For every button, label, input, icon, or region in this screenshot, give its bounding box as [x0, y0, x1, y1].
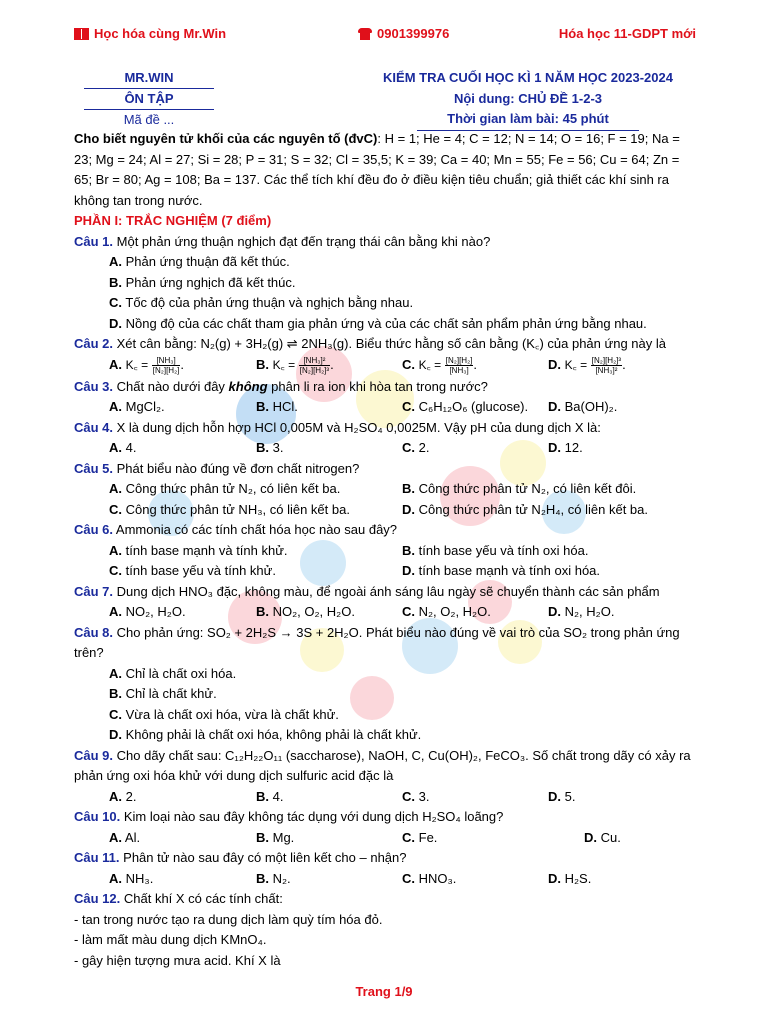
- question-12: Câu 12. Chất khí X có các tính chất:: [74, 891, 283, 906]
- q2-option-a: A. K꜀ = $\frac{\text{[NH₃]}}{\text{[N₂][H₂]}}$ .: [109, 355, 185, 375]
- header-phone: [358, 26, 449, 41]
- q4-option-c: C. 2.: [402, 440, 430, 455]
- page-header: [74, 26, 696, 44]
- q4-options: [74, 438, 696, 459]
- q1-option-a: A. Phản ứng thuận đã kết thúc.: [109, 254, 290, 269]
- question-7: Câu 7. Dung dịch HNO₃ đặc, không màu, để ngoài ánh sáng lâu ngày sẽ chuyển thành các sản phẩm: [74, 583, 660, 599]
- q6-option-b: B. tính base yếu và tính oxi hóa.: [402, 542, 589, 558]
- exam-time: Thời gian làm bài: 45 phút: [417, 109, 639, 131]
- q6-option-d: D. tính base mạnh và tính oxi hóa.: [402, 563, 601, 578]
- q6-options-row1: [74, 541, 696, 562]
- q1-option-d: D. Nồng độ của các chất tham gia phản ứng và của các chất sản phẩm phản ứng bằng nhau.: [109, 315, 647, 331]
- q3-option-b: B. HCl.: [256, 399, 298, 414]
- q5-options-row1: [74, 479, 696, 500]
- exam-code: Mã đề ...: [123, 112, 175, 127]
- q5-option-c: C. Công thức phân tử NH₃, có liên kết ba.: [109, 501, 350, 517]
- q3-options: [74, 397, 696, 418]
- intro-paragraph: [74, 129, 696, 211]
- q11-option-c: C. HNO₃.: [402, 870, 457, 886]
- header-left: [74, 26, 226, 41]
- q10-option-a: A. Al.: [109, 829, 141, 845]
- q8-option-d: D. Không phải là chất oxi hóa, không phải là chất khử.: [109, 727, 422, 742]
- q10-option-c: C. Fe.: [402, 829, 438, 845]
- q7-option-b: B. NO₂, O₂, H₂O.: [256, 604, 355, 619]
- q3-option-d: D. Ba(OH)₂.: [548, 399, 618, 414]
- q5-option-a: A. Công thức phân tử N₂, có liên kết ba.: [109, 481, 341, 496]
- q9-option-d: D. 5.: [548, 788, 576, 804]
- q10-option-b: B. Mg.: [256, 829, 295, 845]
- header-phone-number: 0901399976: [377, 26, 450, 41]
- question-10: Câu 10. Kim loại nào sau đây không tác dụng với dung dịch H₂SO₄ loãng?: [74, 809, 504, 824]
- q11-options: [74, 869, 696, 890]
- q6-option-c: C. tính base yếu và tính khử.: [109, 563, 276, 578]
- q8-option-a: A. Chỉ là chất oxi hóa.: [109, 665, 237, 681]
- q1-option-b: B. Phản ứng nghịch đã kết thúc.: [109, 274, 296, 290]
- q3-option-a: A. MgCl₂.: [109, 399, 165, 414]
- question-5: Câu 5. Phát biểu nào đúng về đơn chất nitrogen?: [74, 460, 360, 476]
- q5-options-row2: [74, 500, 696, 521]
- q6-option-a: A. tính base mạnh và tính khử.: [109, 542, 288, 558]
- q2-option-b: B. K꜀ = $\frac{\text{[NH₃]²}}{\text{[N₂][H₂]³}}$ .: [256, 355, 334, 375]
- q11-option-a: A. NH₃.: [109, 870, 154, 886]
- exam-title: KIỂM TRA CUỐI HỌC KÌ 1 NĂM HỌC 2023-2024: [383, 70, 673, 85]
- q7-option-d: D. N₂, H₂O.: [548, 604, 615, 619]
- q7-options: [74, 602, 696, 623]
- question-6: Câu 6. Ammonia có các tính chất hóa học nào sau đây?: [74, 522, 398, 537]
- question-3: Câu 3. Chất nào dưới đây không phân li ra ion khi hòa tan trong nước?: [74, 378, 488, 394]
- q8-option-c: C. Vừa là chất oxi hóa, vừa là chất khử.: [109, 706, 339, 722]
- page-number: Trang 1/9: [355, 984, 413, 999]
- q4-option-b: B. 3.: [256, 440, 284, 455]
- q3-option-c: C. C₆H₁₂O₆ (glucose).: [402, 399, 529, 414]
- phone-icon: [358, 28, 372, 40]
- q12-line-1: - tan trong nước tạo ra dung dịch làm quỳ tím hóa đỏ.: [74, 911, 383, 927]
- header-left-text: Học hóa cùng Mr.Win: [94, 26, 227, 41]
- book-icon: [74, 28, 89, 40]
- q7-option-a: A. NO₂, H₂O.: [109, 604, 186, 619]
- q10-options: [74, 828, 696, 849]
- title-left: [84, 68, 214, 130]
- question-1: Câu 1. Một phản ứng thuận nghịch đạt đến trạng thái cân bằng khi nào?: [74, 233, 491, 249]
- review-label: ÔN TẬP: [84, 89, 214, 110]
- q8-option-b: B. Chỉ là chất khử.: [109, 686, 217, 701]
- q9-option-c: C. 3.: [402, 788, 430, 804]
- q5-option-b: B. Công thức phân tử N₂, có liên kết đôi.: [402, 481, 637, 496]
- q12-line-2: - làm mất màu dung dịch KMnO₄.: [74, 932, 267, 947]
- q2-option-c: C. K꜀ = $\frac{\text{[N₂][H₂]}}{\text{[NH₃]}}$ .: [402, 355, 478, 375]
- header-right-text: Hóa học 11-GDPT mới: [558, 26, 696, 41]
- q6-options-row2: [74, 561, 696, 582]
- intro-bold: Cho biết nguyên tử khối của các nguyên tố (đvC): [74, 131, 378, 146]
- title-right: [360, 68, 696, 131]
- question-8: Câu 8. Cho phản ứng: SO₂ + 2H₂S → 3S + 2H₂O. Phát biểu nào đúng về vai trò của SO₂ trong phản ứng trên?: [74, 624, 680, 660]
- q9-options: [74, 787, 696, 808]
- question-2: Câu 2. Xét cân bằng: N₂(g) + 3H₂(g) ⇌ 2NH₃(g). Biểu thức hằng số cân bằng (K꜀) của phản ứng này là: [74, 336, 666, 351]
- author-name: MR.WIN: [84, 68, 214, 89]
- q4-option-d: D. 12.: [548, 440, 583, 455]
- q10-option-d: D. Cu.: [584, 829, 621, 845]
- q2-options: [74, 355, 696, 377]
- q2-option-d: D. K꜀ = $\frac{\text{[N₂][H₂]³}}{\text{[NH₃]²}}$ .: [548, 355, 626, 375]
- question-11: Câu 11. Phân tử nào sau đây có một liên kết cho – nhận?: [74, 850, 407, 865]
- intro-rest: : H = 1; He = 4; C = 12; N = 14; O = 16; F = 19; Na = 23; Mg = 24; Al = 27; Si = 28; P = 31; S = 32; Cl = 35,5; K = 39; Ca = 40; Mn = 55; Fe = 56; Cu = 64; Zn = 65; Br = 80; Ag = 108; Ba = 137. Các thể tích khí đều đo ở điều kiện tiêu chuẩn; giả thiết các khí sinh ra không tan trong nước.: [74, 131, 680, 208]
- section-title: PHẦN I: TRẮC NGHIỆM (7 điểm): [74, 213, 272, 228]
- question-9: Câu 9. Cho dãy chất sau: C₁₂H₂₂O₁₁ (saccharose), NaOH, C, Cu(OH)₂, FeCO₃. Số chất trong dãy có xảy ra phản ứng oxi hóa khử với dung dịch sulfuric acid đặc là: [74, 747, 691, 783]
- q4-option-a: A. 4.: [109, 440, 137, 455]
- q5-option-d: D. Công thức phân tử N₂H₄, có liên kết ba.: [402, 501, 648, 517]
- q11-option-b: B. N₂.: [256, 870, 291, 886]
- q9-option-a: A. 2.: [109, 788, 137, 804]
- q1-option-c: C. Tốc độ của phản ứng thuận và nghịch bằng nhau.: [109, 295, 414, 310]
- question-4: Câu 4. X là dung dịch hỗn hợp HCl 0,005M và H₂SO₄ 0,0025M. Vậy pH của dung dịch X là:: [74, 419, 601, 435]
- q12-line-3: - gây hiện tượng mưa acid. Khí X là: [74, 952, 281, 968]
- exam-content: Nội dung: CHỦ ĐỀ 1-2-3: [453, 90, 603, 106]
- exam-content-body: [74, 129, 696, 971]
- q11-option-d: D. H₂S.: [548, 870, 592, 886]
- q7-option-c: C. N₂, O₂, H₂O.: [402, 604, 491, 619]
- q9-option-b: B. 4.: [256, 788, 284, 804]
